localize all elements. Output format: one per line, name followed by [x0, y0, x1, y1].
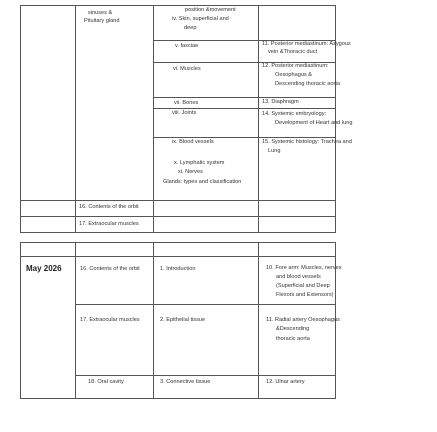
- lower-col3-text: Flexors and Extensors): [276, 292, 334, 298]
- lower-col1-text: 18. Oral cavity: [88, 379, 124, 385]
- upper-row-text: 17. Extraocular muscles: [79, 221, 139, 227]
- lower-col1-text: 16. Contents of the orbit: [80, 266, 140, 272]
- lower-col3-text: 10. Fore arm: Muscles, nerves: [266, 265, 342, 271]
- upper-col2-text: deep: [184, 25, 197, 31]
- lower-col2-text: 2. Epithelial tissue: [160, 317, 206, 323]
- upper-col2-text: position &movement: [185, 7, 236, 13]
- upper-col2-text: iv. Skin, superficial and: [172, 16, 229, 22]
- upper-col2-text: vi. Muscles: [173, 66, 201, 72]
- table-border: [153, 97, 336, 98]
- lower-col3-text: thoracic aorta: [276, 336, 310, 342]
- upper-col3-text: 11. Posterior mediastinum: Azygous: [262, 41, 351, 47]
- upper-col3-text: vein &Thoracic duct: [268, 49, 318, 55]
- table-border: [20, 398, 336, 399]
- upper-col3-text: 12. Posterior mediastinum:: [262, 63, 329, 69]
- table-border: [75, 304, 336, 305]
- upper-col3-text: Oesophagus &: [275, 72, 313, 78]
- upper-col3-text: Lung: [268, 148, 281, 154]
- month-label: May 2026: [26, 264, 62, 273]
- upper-col3-text: Development of Heart and lung: [275, 120, 353, 126]
- table-border: [20, 256, 336, 257]
- upper-col1-text: sinuses &: [88, 10, 113, 16]
- upper-col2-text: Glands: types and classification: [163, 179, 242, 185]
- lower-col3-text: (Superficial and Deep: [276, 283, 330, 289]
- table-border: [20, 232, 336, 233]
- lower-col3-text: &Descending: [276, 326, 310, 332]
- upper-col2-text: ix. Blood vessels: [172, 139, 214, 145]
- lower-col1-text: 17. Extraocular muscles: [80, 317, 140, 323]
- upper-col3-text: 14. Systemic embryology:: [262, 111, 327, 117]
- table-border: [20, 200, 336, 201]
- upper-col1-text: Pituitary gland: [84, 18, 120, 24]
- lower-col3-text: 12. Ulnar artery: [266, 379, 305, 385]
- upper-col2-text: x. Lymphatic system: [174, 160, 225, 166]
- upper-col2-text: vii. Bones: [174, 100, 199, 106]
- lower-col2-text: 3. Connective tissue: [160, 379, 211, 385]
- table-border: [20, 242, 21, 399]
- upper-col3-text: Descending thoracic aorta: [275, 81, 340, 87]
- lower-col3-text: 11. Radial artery Oesophagus: [266, 317, 340, 323]
- upper-col2-text: v. fasciae: [175, 43, 199, 49]
- upper-col3-text: 13. Diaphragm: [262, 99, 299, 105]
- table-border: [20, 5, 21, 233]
- table-border: [20, 5, 336, 6]
- upper-col2-text: viii. Joints: [172, 110, 197, 116]
- table-border: [20, 216, 336, 217]
- table-border: [75, 375, 336, 376]
- table-border: [20, 242, 336, 243]
- table-border: [153, 137, 336, 138]
- upper-row-text: 16. Contents of the orbit: [79, 204, 139, 210]
- upper-col2-text: xi. Nerves: [178, 169, 203, 175]
- lower-col3-text: and blood vessels: [276, 274, 321, 280]
- lower-col2-text: 1. Introduction: [160, 266, 196, 272]
- upper-col3-text: 15. Systemic histology: Trachea and: [262, 139, 352, 145]
- table-border: [75, 5, 76, 233]
- table-border: [153, 108, 336, 109]
